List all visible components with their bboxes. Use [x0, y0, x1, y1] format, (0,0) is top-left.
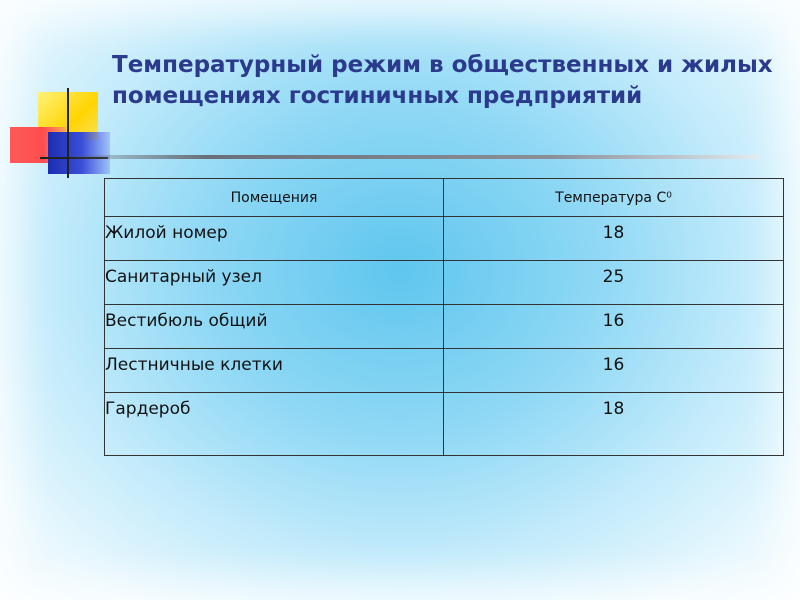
blue-square: [48, 132, 110, 174]
room-cell: Жилой номер: [105, 217, 444, 261]
room-cell: Гардероб: [105, 393, 444, 456]
table-row: [105, 305, 784, 349]
table-row: [105, 217, 784, 261]
table-header-row: [105, 179, 784, 217]
temperature-cell: 18: [444, 393, 784, 456]
column-header-rooms: Помещения: [105, 179, 444, 217]
table-row: [105, 349, 784, 393]
table-row: [105, 261, 784, 305]
temperature-cell: 16: [444, 349, 784, 393]
temperature-cell: 25: [444, 261, 784, 305]
title-underline: [70, 155, 760, 159]
temperature-table: [104, 178, 784, 456]
slide-title: Температурный режим в общественных и жилых помещениях гостиничных предприятий: [112, 52, 773, 109]
room-cell: Вестибюль общий: [105, 305, 444, 349]
vertical-line: [67, 88, 69, 178]
room-cell: Санитарный узел: [105, 261, 444, 305]
decorative-squares-logo: [0, 0, 130, 190]
table-row: [105, 393, 784, 456]
column-header-temperature: Температура С⁰: [444, 179, 784, 217]
temperature-cell: 16: [444, 305, 784, 349]
room-cell: Лестничные клетки: [105, 349, 444, 393]
temperature-cell: 18: [444, 217, 784, 261]
